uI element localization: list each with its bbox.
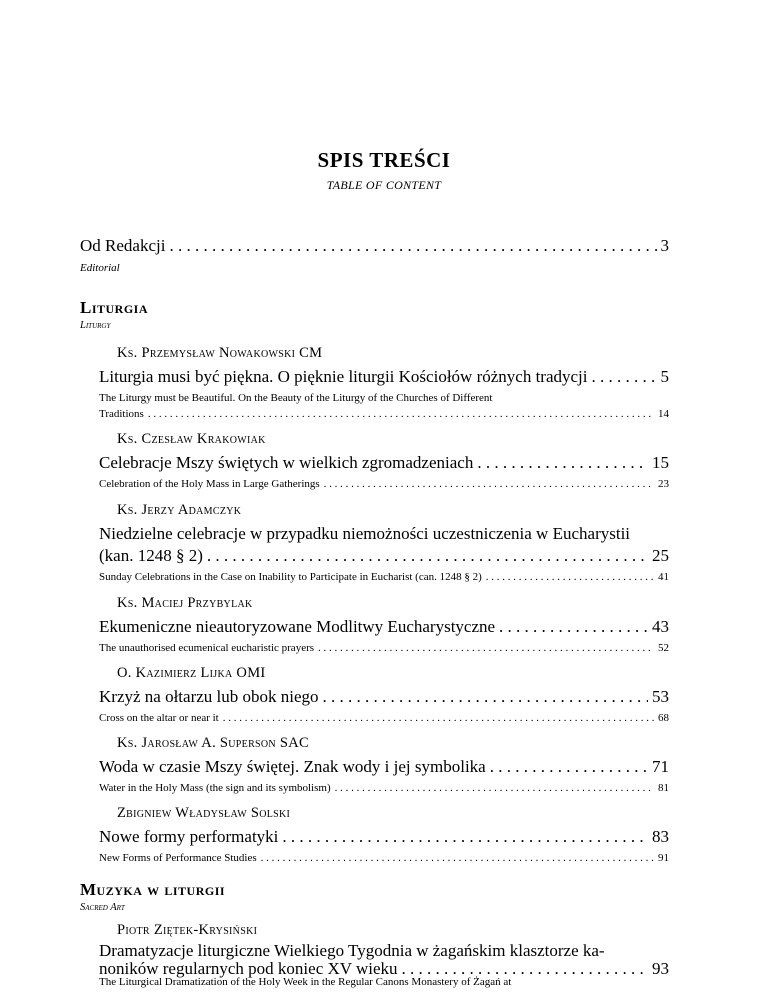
- toc-entry-english[interactable]: [99, 782, 669, 797]
- page-number: 23: [658, 478, 669, 490]
- page-number: 81: [658, 782, 669, 794]
- leader-dots: [314, 642, 654, 654]
- entry-title: noników regularnych pod koniec XV wieku: [99, 959, 398, 978]
- page-number: 71: [652, 757, 669, 776]
- page-subtitle: TABLE OF CONTENT: [326, 178, 442, 192]
- entry-english-title: The Liturgy must be Beautiful. On the Beauty of the Liturgy of the Churches of Different: [99, 392, 493, 404]
- toc-entry-english[interactable]: [99, 642, 669, 657]
- entry-english-title: Traditions: [99, 408, 144, 420]
- entry-title: Liturgia musi być piękna. O pięknie liturgii Kościołów różnych tradycji: [99, 367, 588, 386]
- entry-author: Ks. Jarosław A. Superson SAC: [117, 735, 309, 751]
- leader-dots: [320, 478, 654, 490]
- entry-title: Nowe formy performatyki: [99, 827, 279, 846]
- page-number: 14: [658, 408, 669, 420]
- entry-title: Celebracje Mszy świętych w wielkich zgromadzeniach: [99, 453, 474, 472]
- leader-dots: [473, 453, 648, 473]
- toc-entry[interactable]: [99, 453, 669, 475]
- page-number: 25: [652, 546, 669, 565]
- toc-entry[interactable]: [99, 367, 669, 389]
- entry-author: Piotr Ziętek-Krysiński: [117, 922, 258, 938]
- entry-english-title: Sunday Celebrations in the Case on Inability to Participate in Eucharist (can. 1248 § 2): [99, 571, 482, 583]
- entry-english-title: Celebration of the Holy Mass in Large Gatherings: [99, 478, 320, 490]
- entry-english-title: Water in the Holy Mass (the sign and its symbolism): [99, 782, 331, 794]
- toc-entry-english[interactable]: [99, 852, 669, 867]
- page-number: 41: [658, 571, 669, 583]
- toc-entry-english[interactable]: [99, 478, 669, 493]
- page-number: 91: [658, 852, 669, 864]
- section-heading-liturgia: Liturgia: [80, 298, 149, 317]
- page-number: 3: [660, 236, 669, 255]
- leader-dots: [219, 712, 654, 724]
- page-number: 52: [658, 642, 669, 654]
- entry-title: Ekumeniczne nieautoryzowane Modlitwy Eucharystyczne: [99, 617, 496, 636]
- entry-author: O. Kazimierz Lijka OMI: [117, 665, 266, 681]
- leader-dots: [482, 571, 654, 583]
- leader-dots: [495, 617, 648, 637]
- leader-dots: [319, 687, 648, 707]
- leader-dots: [331, 782, 654, 794]
- entry-author: Ks. Czesław Krakowiak: [117, 431, 266, 447]
- page-title: SPIS TREŚCI: [317, 148, 451, 172]
- entry-author: Ks. Przemysław Nowakowski CM: [117, 345, 323, 361]
- toc-entry-english[interactable]: [99, 712, 669, 727]
- entry-english-title: The Liturgical Dramatization of the Holy Week in the Regular Canons Monastery of Żagań at: [99, 976, 512, 988]
- page-number: 53: [652, 687, 669, 706]
- page-number: 43: [652, 617, 669, 636]
- entry-english-title: New Forms of Performance Studies: [99, 852, 257, 864]
- entry-title: (kan. 1248 § 2): [99, 546, 203, 565]
- entry-english-title: Editorial: [80, 262, 120, 274]
- entry-english-title: Cross on the altar or near it: [99, 712, 219, 724]
- page-number: 15: [652, 453, 669, 472]
- entry-title: Niedzielne celebracje w przypadku niemożności uczestniczenia w Eucharystii: [99, 524, 631, 543]
- toc-entry-english[interactable]: [99, 408, 669, 423]
- toc-entry[interactable]: [99, 687, 669, 709]
- entry-title: Od Redakcji: [80, 236, 166, 255]
- leader-dots: [486, 757, 648, 777]
- toc-entry-english[interactable]: [99, 571, 669, 586]
- leader-dots: [588, 367, 657, 387]
- page-number: 93: [652, 959, 669, 978]
- entry-author: Ks. Jerzy Adamczyk: [117, 502, 242, 518]
- toc-entry[interactable]: [99, 546, 669, 568]
- leader-dots: [278, 827, 648, 847]
- toc-entry[interactable]: [99, 757, 669, 779]
- section-subheading-liturgy: Liturgy: [80, 320, 111, 331]
- leader-dots: [203, 546, 648, 566]
- entry-title: Krzyż na ołtarzu lub obok niego: [99, 687, 319, 706]
- leader-dots: [257, 852, 654, 864]
- section-subheading-sacred-art: Sacred Art: [80, 902, 125, 913]
- section-heading-muzyka: Muzyka w liturgii: [80, 880, 226, 899]
- entry-title: Dramatyzacje liturgiczne Wielkiego Tygodnia w żagańskim klasztorze ka-: [99, 941, 605, 960]
- toc-entry[interactable]: [99, 617, 669, 639]
- leader-dots: [165, 236, 656, 256]
- entry-author: Ks. Maciej Przybylak: [117, 595, 253, 611]
- entry-author: Zbigniew Władysław Solski: [117, 805, 291, 821]
- entry-english-title: The unauthorised ecumenical eucharistic prayers: [99, 642, 315, 654]
- leader-dots: [144, 408, 654, 420]
- entry-title: Woda w czasie Mszy świętej. Znak wody i jej symbolika: [99, 757, 486, 776]
- page-number: 68: [658, 712, 669, 724]
- toc-entry-editorial[interactable]: [80, 236, 669, 258]
- page-number: 5: [660, 367, 669, 386]
- page-number: 83: [652, 827, 669, 846]
- toc-entry[interactable]: [99, 827, 669, 849]
